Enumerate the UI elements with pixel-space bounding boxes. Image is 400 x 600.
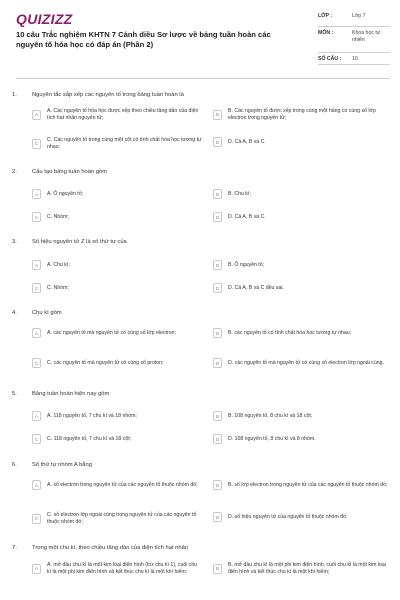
meta-question-count [318,53,390,65]
option-letter: B [213,260,222,270]
meta-subject-value: Khoa học tự nhiên [352,30,381,43]
option-letter: D [213,434,222,444]
option-d[interactable] [213,212,393,222]
option-text: C. các nguyên tố mà nguyên tử có cùng số proton; [47,359,164,366]
option-text: A. Các nguyên tố hóa học được xếp theo chiều tăng dần của điện tích hạt nhân nguyên tử; [47,108,199,121]
question-number: 5. [12,391,17,397]
option-a[interactable] [32,411,202,421]
worksheet-title: 10 câu Trắc nghiệm KHTN 7 Cánh diều Sơ lược về bảng tuần hoàn các nguyên tố hóa học có đáp án (Phần 2) [16,30,271,49]
option-b[interactable] [213,189,393,199]
option-text: B. Chu kì; [228,190,251,197]
option-b[interactable] [213,480,393,490]
option-c[interactable] [32,212,202,222]
option-text: C. Nhóm; [47,284,69,291]
option-text: C. Các nguyên tố trong cùng một cột có tính chất hóa học tương tự nhau; [47,137,202,150]
question-number: 3. [12,239,17,245]
option-b[interactable] [213,260,393,270]
option-text: B. mở đầu chu kì là một phi kim điển hình, cuối chu kì là một kim loại điển hình và kết thúc chu kì là một khí hiếm; [228,562,386,575]
option-b[interactable] [213,328,393,338]
option-b[interactable] [213,108,393,121]
option-letter: B [213,480,222,490]
meta-subject [318,27,390,53]
question-text: Cấu tạo bảng tuần hoàn gồm [32,169,108,175]
option-text: D. 108 nguyên tố, 8 chu kì và 8 nhóm. [228,435,316,442]
option-letter: C [32,212,41,222]
worksheet-header [0,0,400,82]
option-c[interactable] [32,283,202,293]
option-letter: D [213,212,222,222]
option-text: A. Chu kì; [47,261,70,268]
option-letter: A [32,411,41,421]
option-letter: D [213,137,222,147]
option-text: A. 118 nguyên tố, 7 chu kì và 18 nhóm; [47,412,137,419]
option-letter: C [32,434,41,444]
option-d[interactable] [213,434,393,444]
meta-grade-label: LỚP : [318,13,333,19]
option-d[interactable] [213,358,393,368]
option-text: B. số lớp electron trong nguyên tử của các nguyên tố thuộc nhóm đó; [228,481,388,488]
header-divider [16,78,390,79]
option-text: D. Cả A, B và C. [228,213,266,220]
option-c[interactable] [32,358,202,368]
option-letter: A [32,564,41,574]
option-text: B. Ô nguyên tố; [228,261,265,268]
option-a[interactable] [32,260,202,270]
option-letter: A [32,260,41,270]
meta-count-value: 10 [352,56,358,62]
option-letter: A [32,110,41,120]
worksheet-meta [318,13,390,65]
option-letter: C [32,283,41,293]
option-a[interactable] [32,108,202,121]
question-number: 1. [12,92,17,98]
option-text: A. số electron trong nguyên tử của các nguyên tố thuộc nhóm đó; [47,481,198,488]
meta-subject-label: MÔN : [318,30,334,36]
option-text: D. các nguyên tố mà nguyên tử có cùng số electron lớp ngoài cùng. [228,359,384,366]
question-text: Nguyên tắc sắp xếp các nguyên tố trong bảng tuần hoàn là [32,92,184,98]
option-letter: B [213,328,222,338]
option-d[interactable] [213,283,393,293]
option-a[interactable] [32,328,202,338]
question-number: 6. [12,462,17,468]
option-d[interactable] [213,137,393,147]
option-letter: C [32,514,41,524]
option-a[interactable] [32,562,202,575]
question-number: 4. [12,310,17,316]
option-letter: B [213,411,222,421]
option-text: C. số electron lớp ngoài cùng trong nguyên tử của các nguyên tố thuộc nhóm đó; [47,512,197,525]
option-letter: C [32,358,41,368]
option-text: B. Các nguyên tố được xếp trong cùng một hàng có cùng số lớp electron trong nguyên tử; [228,108,376,121]
question-text: Số hiệu nguyên tử Z là số thứ tự của [32,239,127,245]
option-letter: A [32,328,41,338]
option-letter: A [32,189,41,199]
option-letter: A [32,480,41,490]
question-text: Chu kì gồm [32,310,62,316]
option-b[interactable] [213,562,393,575]
option-letter: C [32,139,41,149]
option-letter: D [213,283,222,293]
question-text: Số thứ tự nhóm A bằng [32,462,92,468]
option-text: A. mở đầu chu kì là một kim loại điển hình (trừ chu kì 1), cuối chu kì là một phi kim điển hình và kết thúc chu kì là một khí hiếm; [47,562,198,575]
option-letter: D [213,512,222,522]
option-text: B. 108 nguyên tố, 8 chu kì và 18 cột; [228,412,313,419]
question-number: 2. [12,169,17,175]
option-a[interactable] [32,189,202,199]
option-d[interactable] [213,512,393,522]
option-b[interactable] [213,411,393,421]
meta-grade-value: Lớp 7 [352,13,366,19]
option-text: C. Nhóm; [47,213,69,220]
option-text: A. các nguyên tố mà nguyên tử có cùng số lớp electron; [47,329,176,336]
option-a[interactable] [32,480,202,490]
option-text: D. Cả A, B và C đều sai. [228,284,284,291]
option-text: A. Ô nguyên tố; [47,190,84,197]
question-text: Bảng tuần hoàn hiện nay gồm [32,391,110,397]
meta-count-label: SỐ CÂU : [318,56,342,62]
option-text: D. Cả A, B và C. [228,138,266,145]
question-number: 7. [12,545,17,551]
option-text: B. các nguyên tố có tính chất hóa học tương tự nhau; [228,329,352,336]
option-c[interactable] [32,512,202,525]
option-letter: B [213,110,222,120]
question-text: Trong một chu kì, theo chiều tăng dần của điện tích hạt nhân [32,545,189,551]
option-text: C. 118 nguyên tố, 7 chu kì và 18 cột; [47,435,132,442]
option-letter: D [213,358,222,368]
meta-grade [318,13,390,27]
option-letter: B [213,189,222,199]
option-c[interactable] [32,137,202,150]
quizizz-logo: QUIZIZZ [16,11,73,27]
option-text: D. số hiệu nguyên tử của nguyên tố thuộc nhóm đó. [228,513,348,520]
option-letter: B [213,564,222,574]
option-c[interactable] [32,434,202,444]
